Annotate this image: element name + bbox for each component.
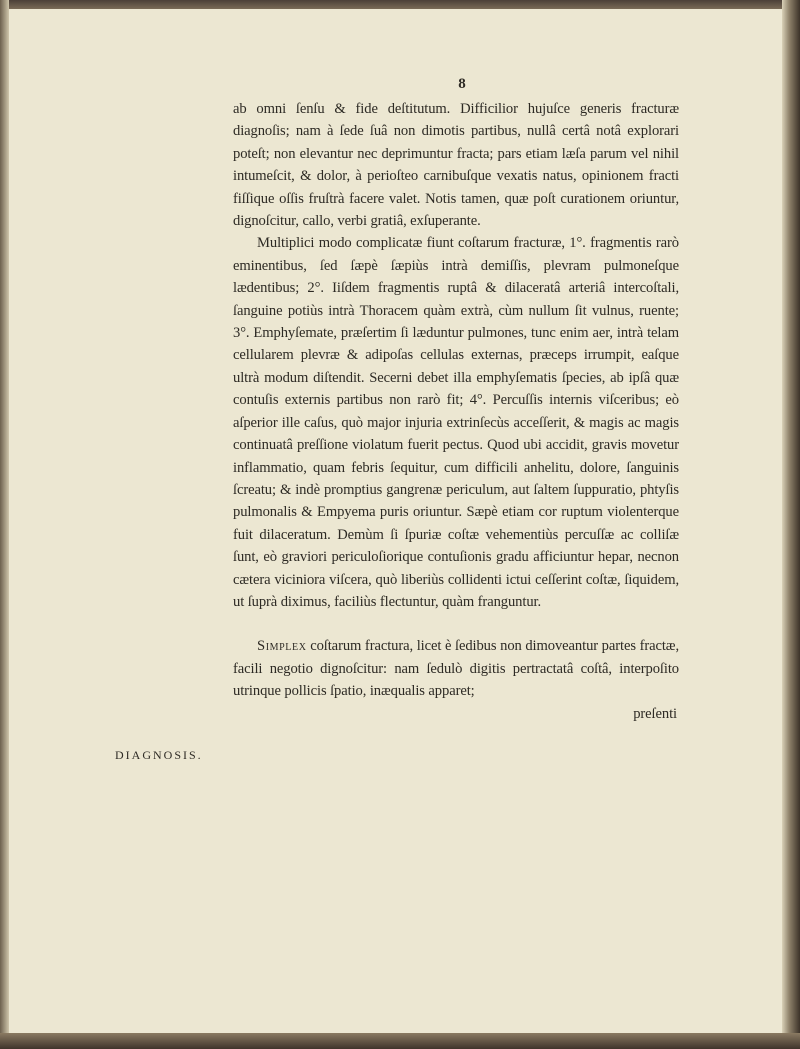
paragraph-1: ab omni ſenſu & fide deſtitutum. Difficilior hujuſce generis fracturæ diagnoſis; nam à ſede ſuâ non dimotis partibus, nullâ certâ notâ explorari poteſt; non elevantur nec deprimuntur fracta; pars etiam læſa parum vel nihil intumeſcit, & dolor, à perioſteo carnibuſque vexatis natus, opinionem fracti fiſſique oſſis fruſtrà facere valet. Notis tamen, quæ poſt curationem oriuntur, dignoſcitur, callo, verbi gratiâ, exſuperante. [233, 101, 679, 230]
paragraph-2: Multiplici modo complicatæ fiunt coſtarum fracturæ, 1°. fragmentis rarò eminentibus, ſed ſæpè ſæpiùs intrà demiſſis, plevram pulmoneſque lædentibus; 2°. Iiſdem fragmentis ruptâ & dilaceratâ arteriâ intercoſtali, ſanguine potiùs intrà Thoracem quàm extrà, cùm nullum ſit vulnus, ruente; 3°. Emphyſemate, præſertim ſi læduntur pulmones, tunc enim aer, intrà telam cellularem plevræ & adipoſas cellulas externas, præceps irrumpit, eaſque ultrà modum diſtendit. Secerni debet illa emphyſematis ſpecies, ab ipſâ quæ contuſis externis partibus non rarò fit; 4°. Percuſſis internis viſceribus; eò aſperior ille caſus, quò major injuria extrinſecùs acceſſerit, & magis ac magis continuatâ preſſione violatum fuerit pectus. Quod ubi accidit, gravis movetur inflammatio, quam febris ſequitur, cum difficili anhelitu, dolore, ſanguinis ſcreatu; & indè promptius gangrenæ periculum, aut ſaltem ſuppuratio, phtyſis pulmonalis & Empyema puris oriuntur. Sæpè etiam cor ruptum violenterque fuit dilaceratum. Demùm ſi ſpuriæ coſtæ vehementiùs percuſſæ ac colliſæ ſunt, eò graviori periculoſiorique contuſionis gradu afficiuntur hepar, necnon cætera viciniora viſcera, quò liberiùs collidenti ictui ceſſerint coſtæ, ſiquidem, ut ſuprà diximus, faciliùs flectuntur, quàm franguntur. [233, 235, 679, 610]
body-text [233, 98, 679, 725]
diagnosis-text: coſtarum fractura, licet è ſedibus non dimoveantur partes fractæ, facili negotio dignoſcitur: nam ſedulò digitis pertractatâ coſtâ, interpoſito utrinque pollicis ſpatio, inæqualis apparet; [233, 638, 679, 700]
catchword: preſenti [633, 705, 677, 722]
margin-heading-diagnosis: DIAGNOSIS. [115, 748, 203, 762]
page-number: 8 [458, 76, 466, 92]
book-spine-edge [782, 0, 800, 1049]
paragraph-diagnosis [233, 635, 679, 702]
page-left-edge [0, 0, 9, 1049]
page-top-edge [0, 0, 800, 9]
page-bottom-edge [0, 1033, 800, 1049]
diagnosis-lead-word: Simplex [257, 638, 307, 655]
